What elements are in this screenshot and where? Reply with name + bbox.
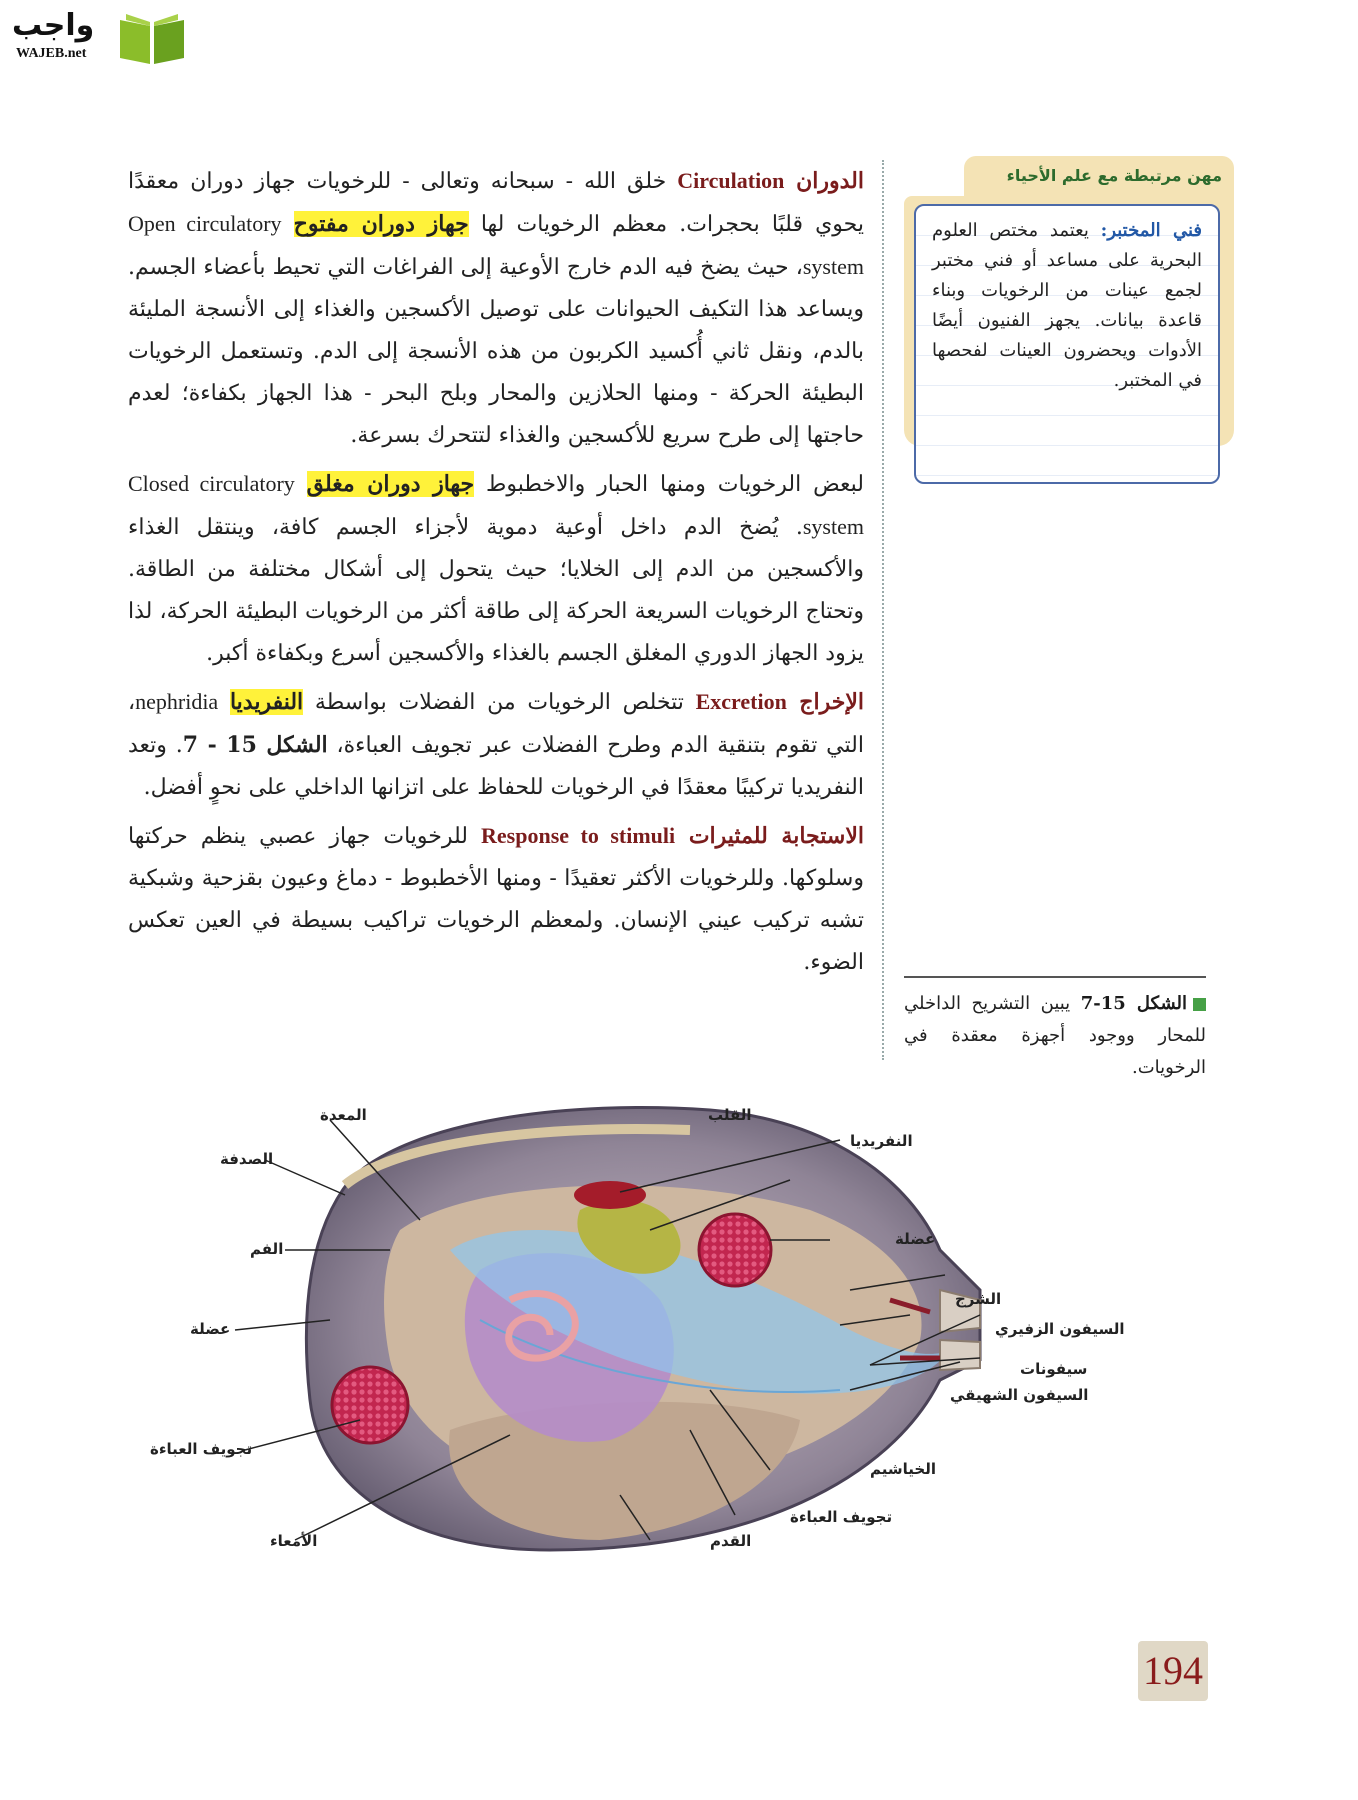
highlight-open-system: جهاز دوران مفتوح [293,211,469,237]
career-card [914,204,1220,484]
clam-illustration [150,1100,1150,1590]
page-number: 194 [1143,1648,1203,1693]
figure-reference: الشكل 15 - 7 [182,732,328,758]
highlight-closed-system: جهاز دوران مغلق [306,471,475,497]
paragraph-excretion: الإخراج Excretion تتخلص الرخويات من الفضلات بواسطة النفريديا nephridia، التي تقوم بتنقية الدم وطرح الفضلات عبر تجويف العباءة، الشكل 15 - 7. وتعد النفريديا تركيبًا معقدًا في الرخويات للحفاظ على اتزانها الداخلي على نحوٍ أفضل. [128,689,864,800]
term-excretion: الإخراج Excretion [695,689,864,715]
label-nephridia: النفريديا [850,1132,913,1150]
paragraph-closed: لبعض الرخويات ومنها الحبار والاخطبوط جهاز دوران مغلق Closed circulatory system. يُضخ الدم داخل أوعية دموية لأجزاء الجسم كافة، وينتقل الغذاء والأكسجين من الدم إلى الخلايا؛ حيث يتحول إلى أشكال مختلفة من الطاقة. وتحتاج الرخويات السريعة الحركة إلى طاقة أكثر من الرخويات البطيئة الحركة، لذا يزود الجهاز الدوري المغلق الجسم بالغذاء والأكسجين أسرع وبكفاءة أكبر. [128,471,864,666]
label-muscle-right: عضلة [895,1230,936,1248]
career-box [904,156,1234,486]
logo-arabic: واجب [12,8,95,43]
label-gills: الخياشيم [870,1460,936,1478]
main-text [128,160,864,990]
label-mantle-cavity-right: تجويف العباءة [790,1508,893,1526]
clam-anatomy-figure [150,1100,1150,1590]
paragraph-response: الاستجابة للمثيرات Response to stimuli للرخويات جهاز عصبي ينظم حركتها وسلوكها. وللرخويات الأكثر تعقيدًا - ومنها الأخطبوط - دماغ وعيون بقزحية وشبكية تشبه تركيب عيني الإنسان. ولمعظم الرخويات تراكيب بسيطة في العين تعكس الضوء. [128,823,864,975]
highlight-nephridia: النفريديا [229,689,304,715]
label-shell: الصدفة [220,1150,274,1168]
label-anus: الشرج [955,1290,1002,1308]
page-number-box [1138,1641,1208,1701]
label-mouth: الفم [250,1240,284,1258]
label-siphons: سيفونات [1020,1360,1088,1378]
column-divider [882,160,884,1060]
career-text: يعتمد مختص العلوم البحرية على مساعد أو فني مختبر لجمع عينات من الرخويات وبناء قاعدة بيانات. يجهز الفنيون أيضًا الأدوات ويحضرون العينات لفحصها في المختبر. [932,220,1202,391]
caption-text: يبين التشريح الداخلي للمحار ووجود أجهزة معقدة في الرخويات. [904,993,1206,1078]
career-label: فني المختبر: [1100,220,1202,241]
figure-caption [904,976,1206,1084]
label-excurrent-siphon: السيفون الزفيري [995,1320,1125,1338]
label-foot: القدم [710,1532,752,1550]
label-heart: القلب [708,1106,752,1124]
paragraph-circulation: الدوران Circulation خلق الله - سبحانه وتعالى - للرخويات جهاز دوران معقدًا يحوي قلبًا بحجرات. معظم الرخويات لها جهاز دوران مفتوح Open circulatory system، حيث يضخ فيه الدم خارج الأوعية إلى الفراغات التي تحيط بأعضاء الجسم. ويساعد هذا التكيف الحيوانات على توصيل الأكسجين والغذاء إلى الأنسجة المليئة بالدم، ونقل ثاني أُكسيد الكربون من هذه الأنسجة إلى الدم. وتستعمل الرخويات البطيئة الحركة - ومنها الحلازين والمحار وبلح البحر - هذا الجهاز بكفاءة؛ لعدم حاجتها إلى طرح سريع للأكسجين والغذاء لتتحرك بسرعة. [128,168,864,448]
label-incurrent-siphon: السيفون الشهيقي [950,1386,1089,1404]
career-title: مهن مرتبطة مع علم الأحياء [1006,166,1222,185]
career-text-block [932,216,1202,396]
wajeb-logo [12,8,192,70]
caption-square-icon [1193,998,1206,1011]
label-intestine: الأمعاء [270,1532,318,1550]
logo-latin: WAJEB.net [16,46,87,61]
label-muscle-left: عضلة [190,1320,231,1338]
term-circulation: الدوران Circulation [677,168,864,194]
label-mantle-cavity-left: تجويف العباءة [150,1440,253,1458]
term-response: الاستجابة للمثيرات Response to stimuli [481,823,864,849]
label-stomach: المعدة [320,1106,367,1124]
caption-ref: الشكل 15-7 [1080,993,1187,1014]
book-icon [116,10,188,66]
